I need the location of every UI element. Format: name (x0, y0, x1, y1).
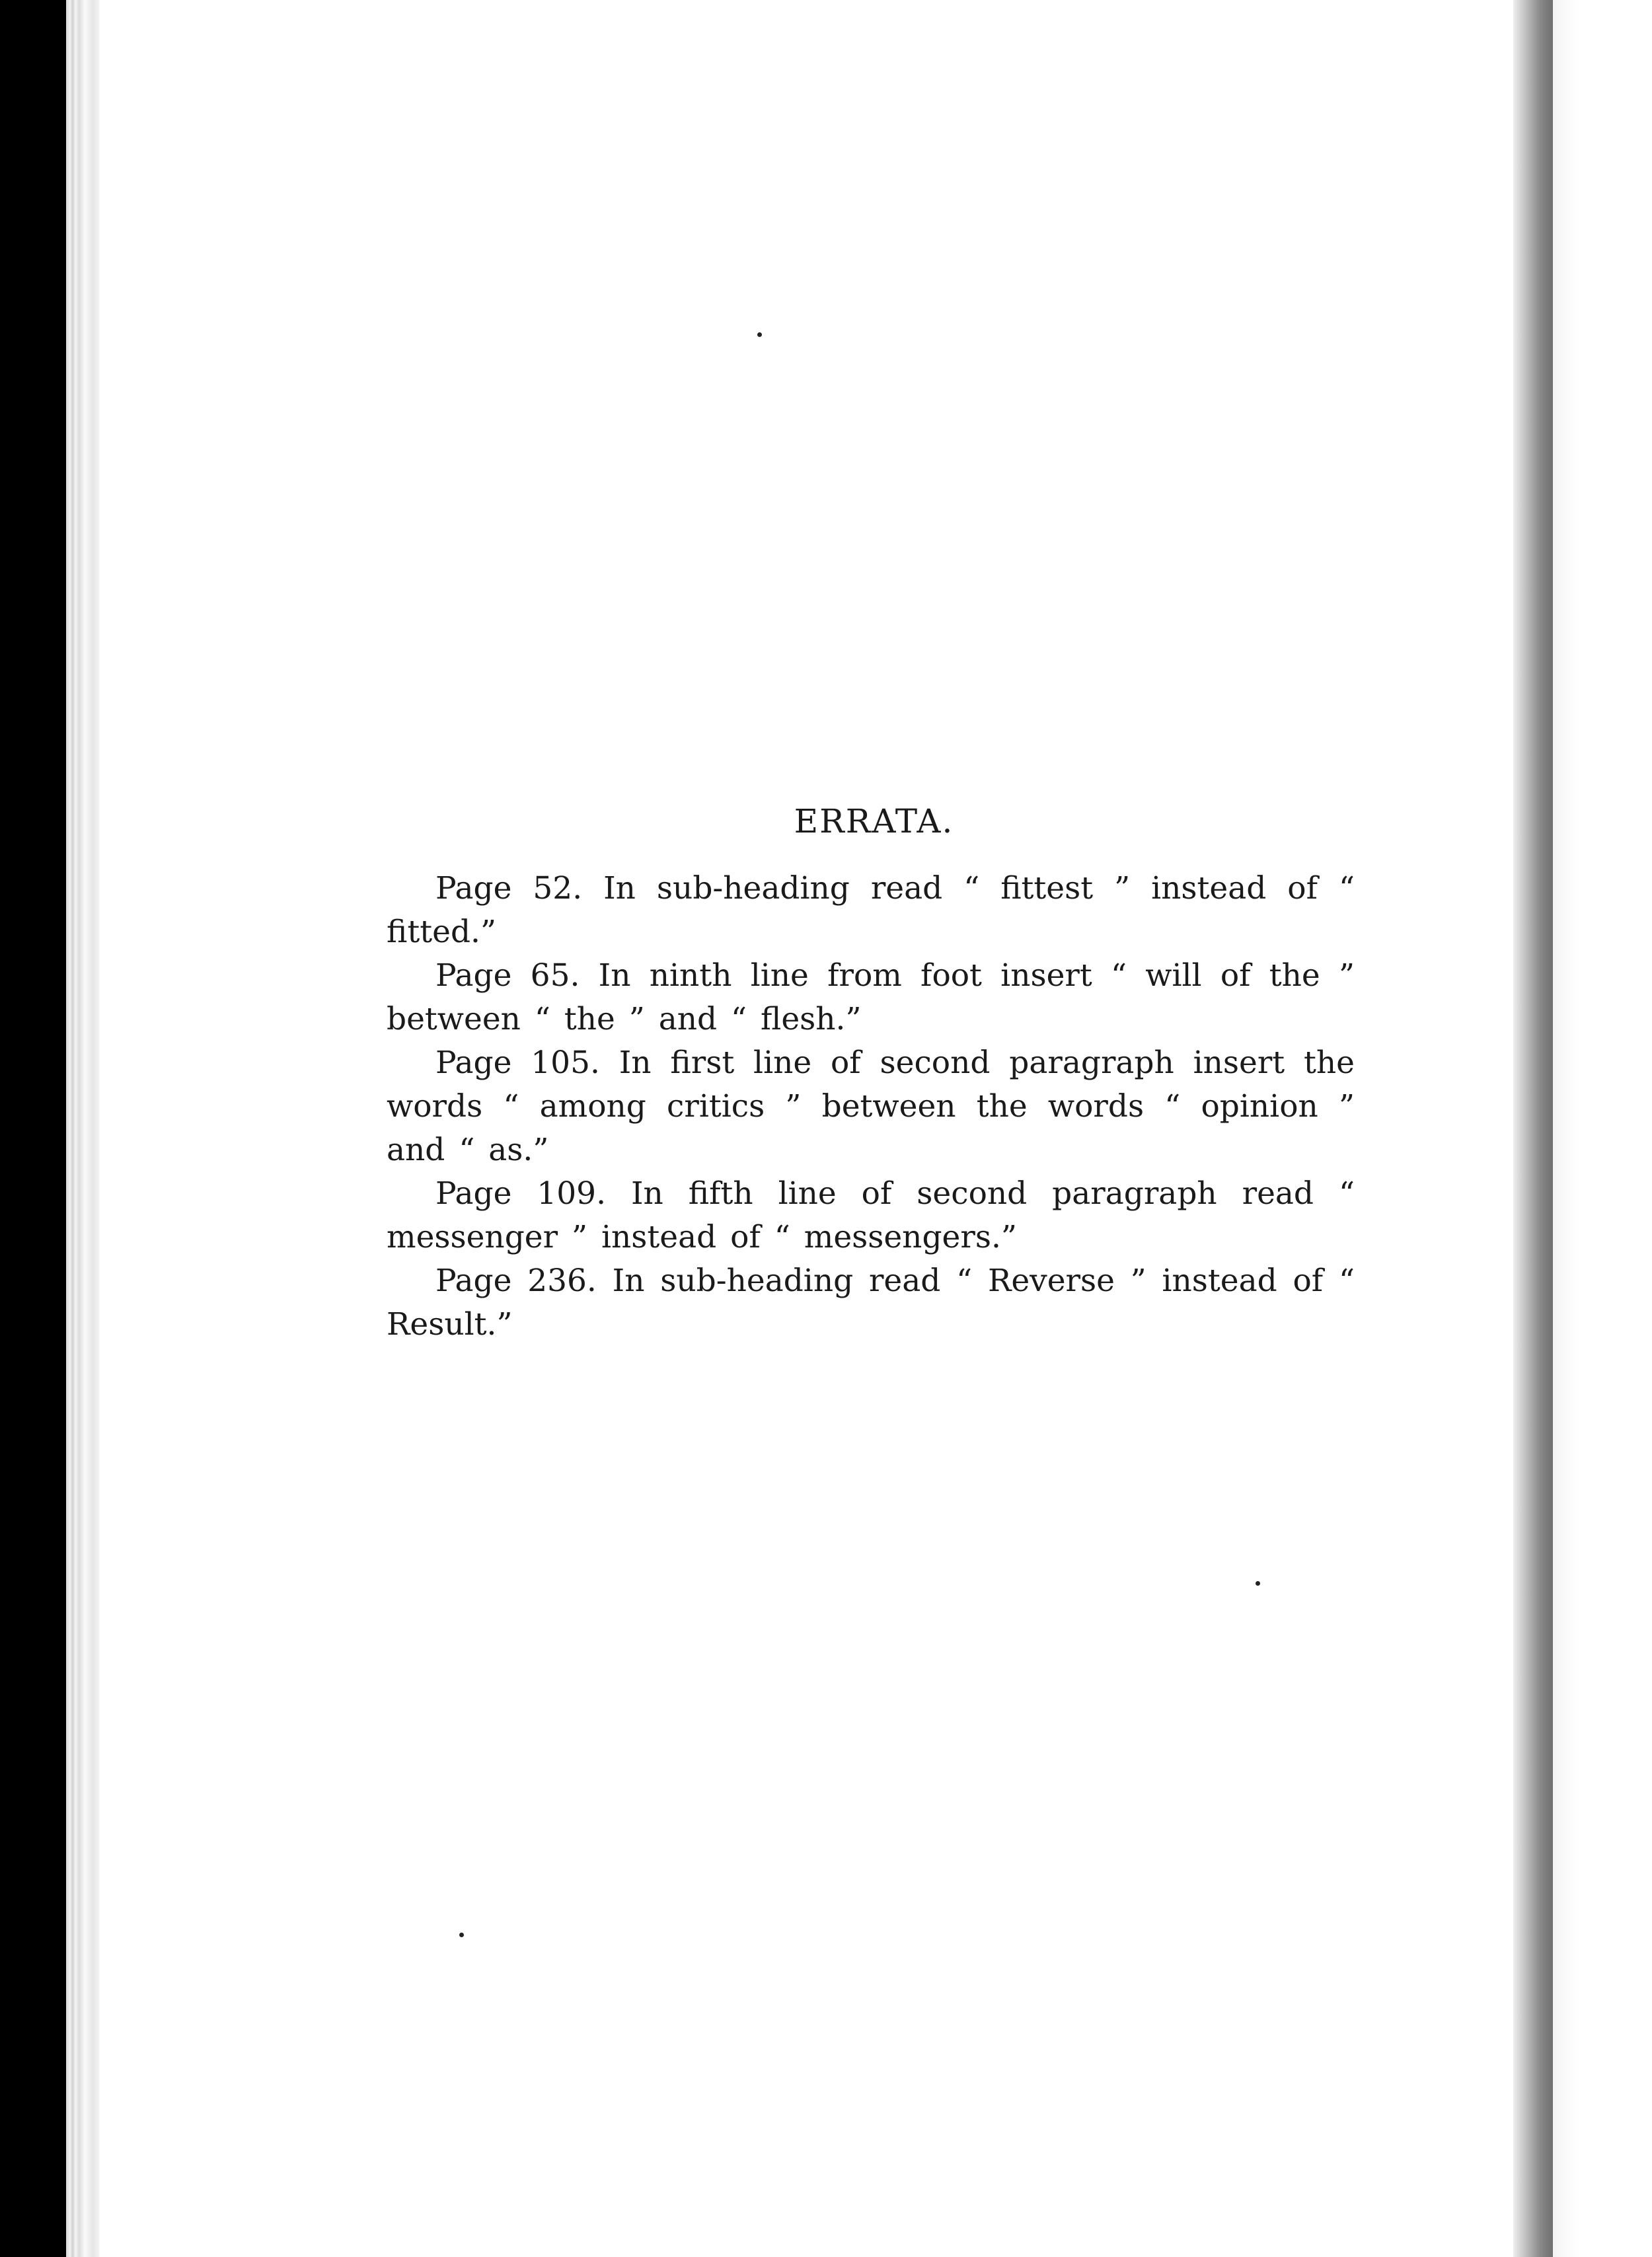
ink-speck (1256, 1581, 1260, 1586)
errata-section (387, 799, 1355, 1347)
ink-speck (757, 332, 762, 337)
errata-title: ERRATA. (794, 802, 954, 840)
errata-entry-page-52: Page 52. In sub-heading read “ fittest ” instead of “ fitted.” (387, 870, 1355, 950)
errata-entry-page-236: Page 236. In sub-heading read “ Reverse ” instead of “ Result.” (387, 1263, 1355, 1343)
errata-entry-page-105: Page 105. In first line of second paragraph insert the words “ among critics ” between the words “ opinion ” and “ as.” (387, 1045, 1355, 1168)
page-margin-right (1553, 0, 1652, 2257)
ink-speck (459, 1933, 464, 1937)
gutter-shadow (1513, 0, 1553, 2257)
errata-entry-page-109: Page 109. In fifth line of second paragraph read “ messenger ” instead of “ messengers.” (387, 1175, 1355, 1255)
errata-entry-page-65: Page 65. In ninth line from foot insert “ will of the ” between “ the ” and “ flesh.” (387, 957, 1355, 1037)
